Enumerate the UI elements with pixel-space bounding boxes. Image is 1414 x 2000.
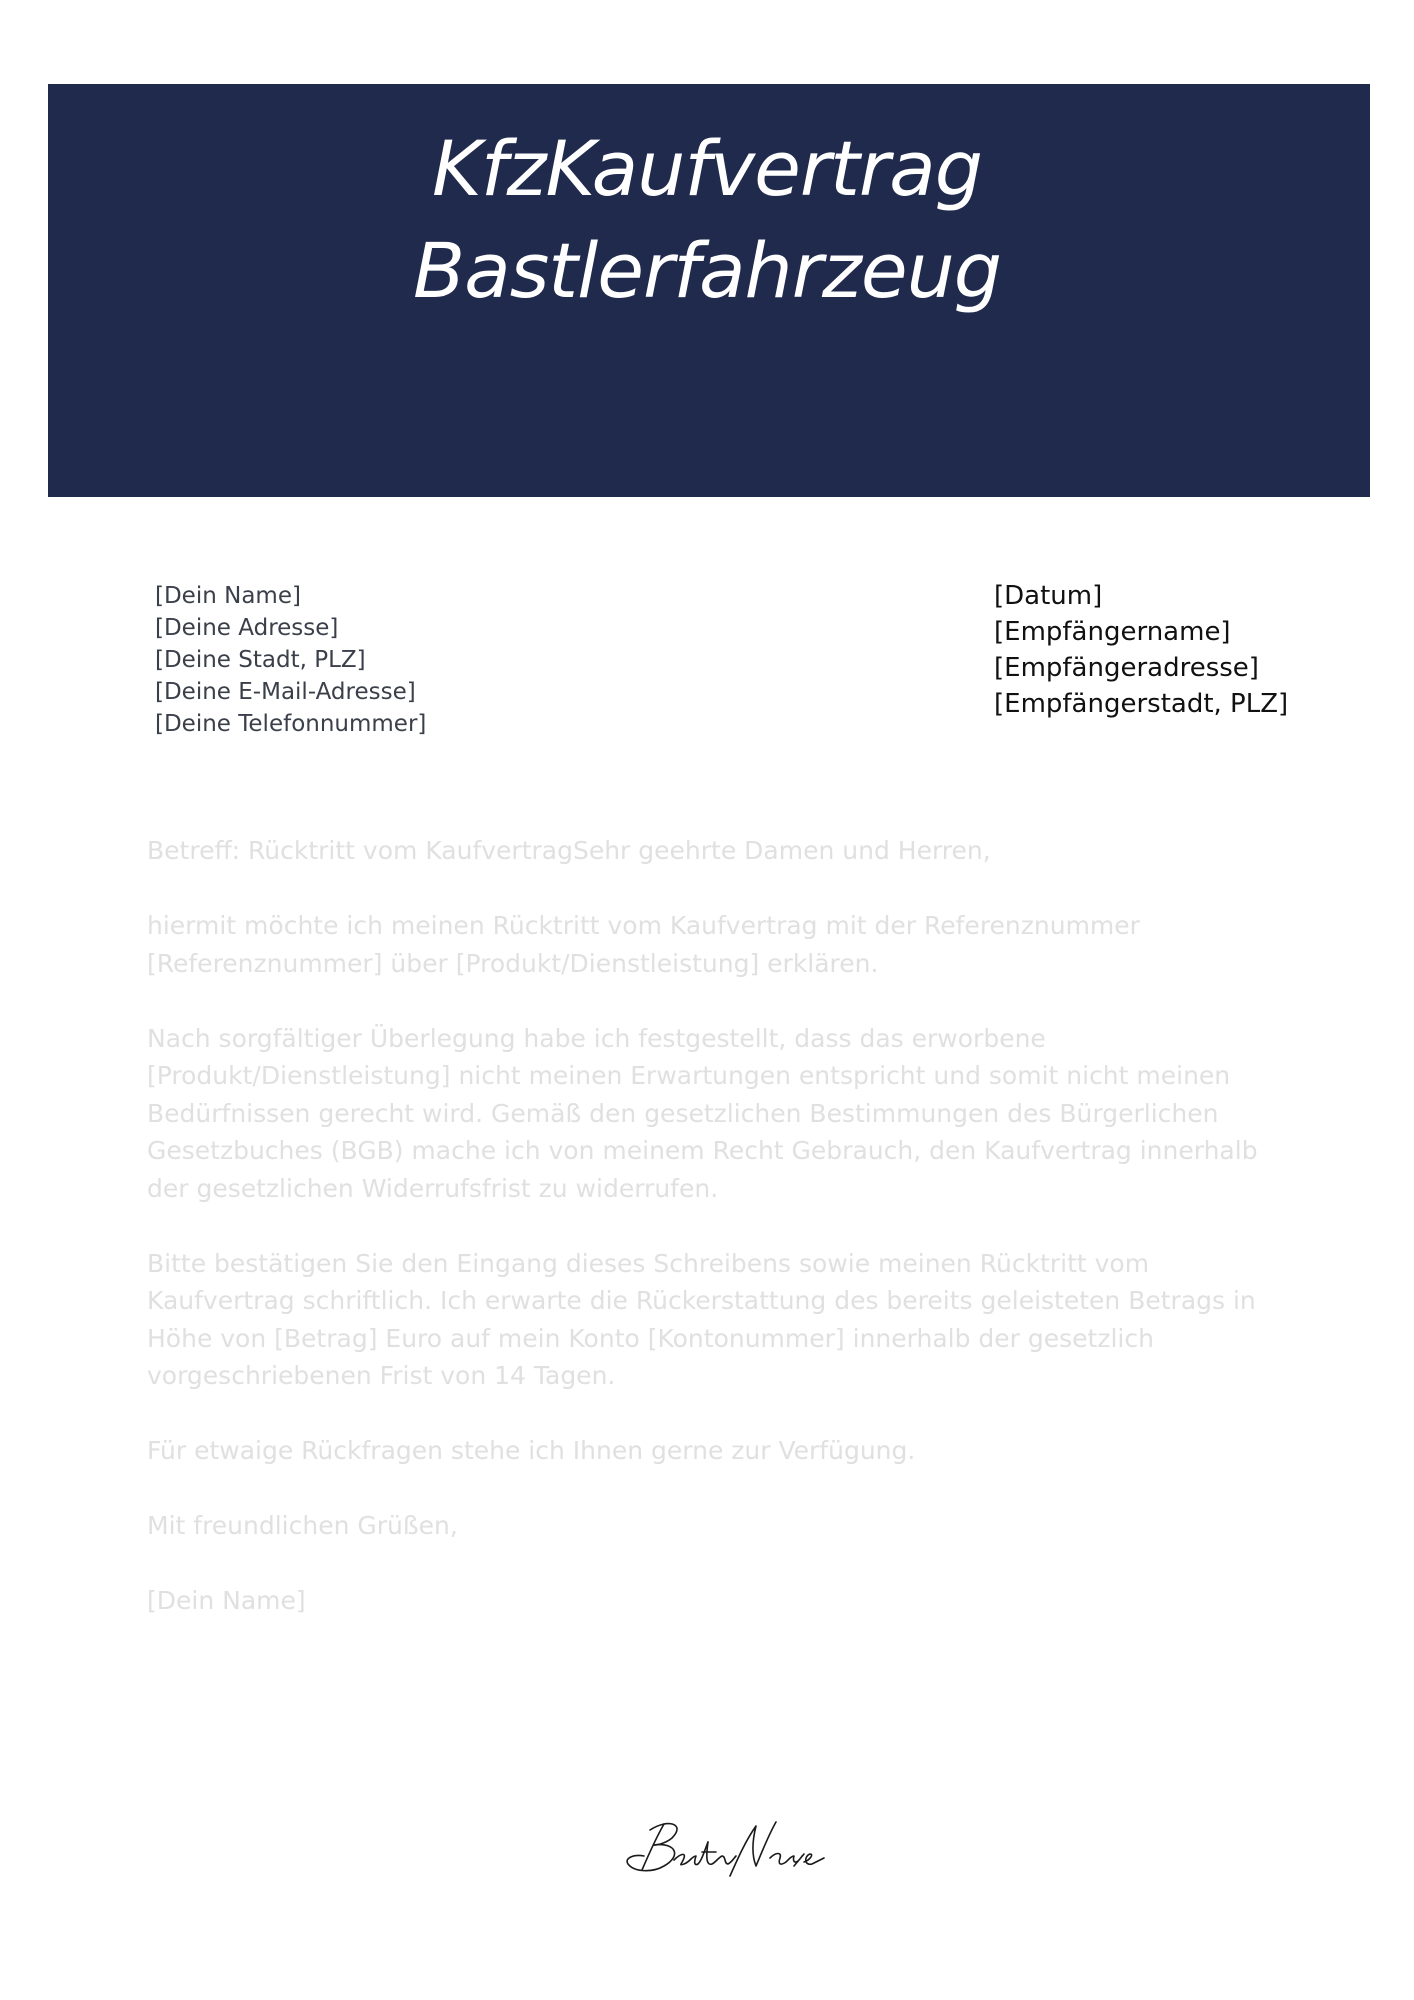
sender-address: [Deine Adresse] bbox=[155, 615, 339, 641]
handwritten-signature bbox=[620, 1812, 830, 1887]
recipient-name: [Empfängername] bbox=[994, 617, 1231, 647]
signoff-name: [Dein Name] bbox=[147, 1586, 306, 1615]
closing-line: Mit freundlichen Grüßen, bbox=[147, 1511, 458, 1540]
recipient-city: [Empfängerstadt, PLZ] bbox=[994, 689, 1289, 719]
letter-body bbox=[147, 832, 1267, 1657]
sender-city: [Deine Stadt, PLZ] bbox=[155, 647, 366, 673]
sender-email: [Deine E-Mail-Adresse] bbox=[155, 679, 416, 705]
document-title bbox=[0, 118, 1414, 322]
title-line-2: Bastlerfahrzeug bbox=[412, 226, 1002, 315]
body-paragraph-1: hiermit möchte ich meinen Rücktritt vom Kaufvertrag mit der Referenznummer [Referenznummer] über [Produkt/Dienstleistung] erklären. bbox=[147, 911, 1140, 978]
body-paragraph-2: Nach sorgfältiger Überlegung habe ich festgestellt, dass das erworbene [Produkt/Dienstleistung] nicht meinen Erwartungen entspricht und somit nicht meinen Bedürfnissen gerecht wird. Gemäß den gesetzlichen Bestimmungen des Bürgerlichen Gesetzbuches (BGB) mache ich von meinem Recht Gebrauch, den Kaufvertrag innerhalb der gesetzlichen Widerrufsfrist zu widerrufen. bbox=[147, 1023, 1258, 1203]
recipient-address-block bbox=[994, 578, 1288, 722]
letter-date: [Datum] bbox=[994, 581, 1103, 611]
recipient-address: [Empfängeradresse] bbox=[994, 653, 1259, 683]
subject-line: Betreff: Rücktritt vom KaufvertragSehr geehrte Damen und Herren, bbox=[147, 836, 991, 865]
sender-phone: [Deine Telefonnummer] bbox=[155, 711, 427, 737]
body-paragraph-3: Bitte bestätigen Sie den Eingang dieses Schreibens sowie meinen Rücktritt vom Kaufvertrag schriftlich. Ich erwarte die Rückerstattung des bereits geleisteten Betrags in Höhe von [Betrag] Euro auf mein Konto [Kontonummer] innerhalb der gesetzlich vorgeschriebenen Frist von 14 Tagen. bbox=[147, 1248, 1256, 1390]
title-line-1: KfzKaufvertrag bbox=[432, 124, 982, 213]
sender-name: [Dein Name] bbox=[155, 583, 301, 609]
body-paragraph-4: Für etwaige Rückfragen stehe ich Ihnen gerne zur Verfügung. bbox=[147, 1436, 916, 1465]
sender-address-block bbox=[155, 580, 426, 740]
